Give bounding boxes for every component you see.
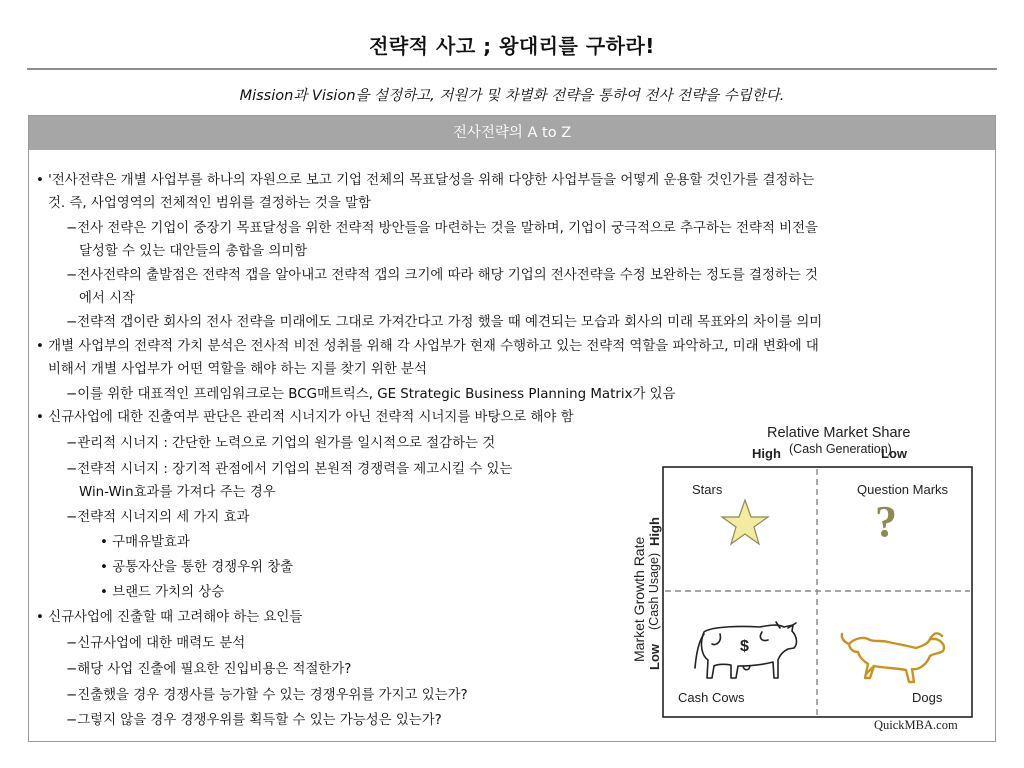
text-line: • '전사전략은 개별 사업부를 하나의 자원으로 보고 기업 전체의 목표달성을 위해 다양한 사업부들을 어떻게 운용할 것인가를 결정하는	[36, 173, 815, 188]
text-line: • 신규사업에 진출할 때 고려해야 하는 요인들	[36, 610, 303, 625]
text-line: −관리적 시너지 : 간단한 노력으로 기업의 원가를 일시적으로 절감하는 것	[66, 436, 496, 451]
title-divider	[27, 68, 997, 70]
quadrant-label-question-marks: Question Marks	[857, 482, 949, 497]
text-line: • 구매유발효과	[100, 535, 190, 550]
text-line: 것. 즉, 사업영역의 전체적인 범위를 결정하는 것을 말함	[48, 196, 371, 211]
text-line: −해당 사업 진출에 필요한 진입비용은 적절한가?	[66, 662, 352, 677]
text-line: 비해서 개별 사업부가 어떤 역할을 해야 하는 지를 찾기 위한 분석	[48, 362, 427, 377]
text-line: −전략적 시너지 : 장기적 관점에서 기업의 본원적 경쟁력을 제고시킬 수 있는	[66, 462, 513, 477]
axis-label-top-low: Low	[881, 446, 907, 461]
quadrant-label-dogs: Dogs	[912, 690, 943, 705]
text-line: −전략적 시너지의 세 가지 효과	[66, 510, 250, 525]
quadrant-label-stars: Stars	[692, 482, 723, 497]
section-header: 전사전략의 A to Z	[29, 116, 995, 150]
axis-label-top-high: High	[752, 446, 781, 461]
page-title: 전략적 사고 ; 왕대리를 구하라!	[369, 34, 655, 58]
text-line: Win-Win효과를 가져다 주는 경우	[79, 485, 276, 500]
text-line: • 신규사업에 대한 진출여부 판단은 관리적 시너지가 아닌 전략적 시너지를 바탕으로 해야 함	[36, 410, 574, 425]
text-line: −그렇지 않을 경우 경쟁우위를 획득할 수 있는 가능성은 있는가?	[66, 713, 442, 728]
axis-title-top: Relative Market Share	[767, 425, 911, 441]
text-line: −전사 전략은 기업이 중장기 목표달성을 위한 전략적 방안들을 마련하는 것을 말하며, 기업이 궁극적으로 추구하는 전략적 비전을	[66, 221, 818, 236]
quadrant-label-cash-cows: Cash Cows	[678, 690, 745, 705]
text-line: −진출했을 경우 경쟁사를 능가할 수 있는 경쟁우위를 가지고 있는가?	[66, 688, 468, 703]
text-line: • 브랜드 가치의 상승	[100, 585, 225, 600]
axis-subtitle-side: (Cash Usage)	[647, 552, 661, 630]
axis-label-side-low: Low	[647, 644, 662, 670]
text-line: −전사전략의 출발점은 전략적 갭을 알아내고 전략적 갭의 크기에 따라 해당 기업의 전사전략을 수정 보완하는 정도를 결정하는 것	[66, 268, 818, 283]
text-line: −이를 위한 대표적인 프레임워크로는 BCG매트릭스, GE Strategic Business Planning Matrix가 있음	[66, 387, 676, 402]
text-line: −전략적 갭이란 회사의 전사 전략을 미래에도 그대로 가져간다고 가정 했을 때 예견되는 모습과 회사의 미래 목표와의 차이를 의미	[66, 315, 823, 330]
text-line: • 개별 사업부의 전략적 가치 분석은 전사적 비전 성취를 위해 각 사업부가 현재 수행하고 있는 전략적 역할을 파악하고, 미래 변화에 대	[36, 339, 819, 354]
text-line: • 공통자산을 통한 경쟁우위 창출	[100, 560, 294, 575]
axis-title-side: Market Growth Rate	[631, 536, 647, 662]
dollar-icon: $	[740, 638, 749, 655]
page-subtitle: Mission과 Vision을 설정하고, 저원가 및 차별화 전략을 통하여 전사 전략을 수립한다.	[239, 88, 785, 104]
axis-label-side-high: High	[647, 517, 662, 546]
text-line: 에서 시작	[79, 291, 135, 306]
text-line: −신규사업에 대한 매력도 분석	[66, 636, 246, 651]
bcg-matrix	[612, 420, 984, 738]
axis-subtitle-top: (Cash Generation)	[789, 442, 892, 456]
text-line: 달성할 수 있는 대안들의 총합을 의미함	[79, 244, 308, 259]
credit-text: QuickMBA.com	[874, 718, 958, 732]
question-mark-icon: ?	[875, 497, 897, 546]
